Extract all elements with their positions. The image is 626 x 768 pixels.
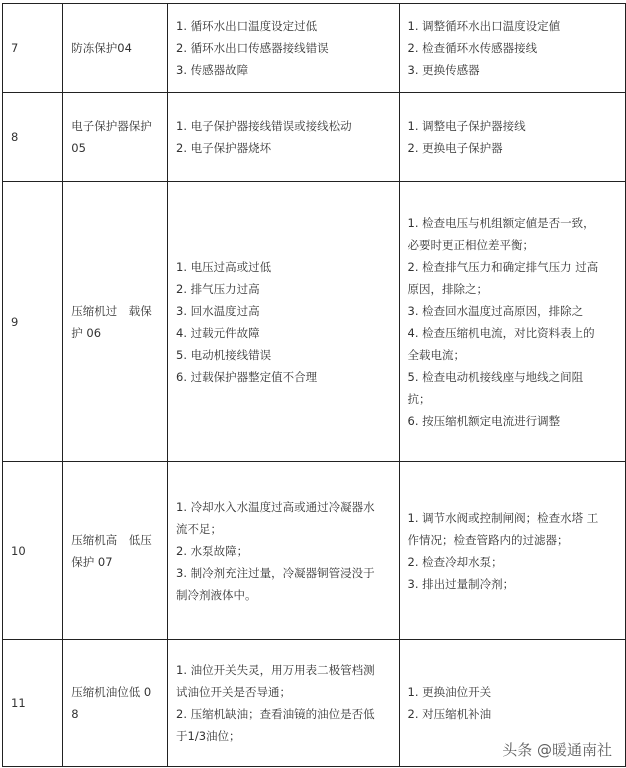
fault-remedies-line: 3. 检查回水温度过高原因，排除之 — [407, 303, 584, 318]
fault-remedies-line: 1. 调整循环水出口温度设定値 — [407, 19, 561, 33]
fault-remedies-line: 1. 检查电压与机组额定値是否一致， — [407, 215, 595, 230]
fault-remedies — [399, 4, 625, 93]
fault-remedies-line: 原因，排除之； — [407, 281, 489, 296]
fault-causes-line: 2. 电子保护器烧坏 — [176, 141, 272, 155]
row-number: 9 — [3, 182, 63, 462]
fault-remedies-line: 2. 检查冷却水泵； — [407, 554, 503, 569]
fault-causes-line: 流不足； — [176, 521, 223, 536]
fault-causes — [168, 462, 400, 640]
fault-name-line: 防冻保护04 — [71, 41, 132, 55]
fault-remedies — [399, 182, 625, 462]
fault-remedies-line: 6. 按压缩机额定电流进行调整 — [407, 413, 561, 428]
table-row — [3, 93, 626, 182]
fault-name-line: 05 — [71, 141, 86, 155]
fault-name-line: 压缩机高 低压 — [71, 532, 152, 547]
fault-remedies-line: 抗； — [407, 391, 431, 406]
fault-causes-line: 3. 制冷剂充注过量，冷凝器铜管浸没于 — [176, 565, 375, 580]
fault-remedies-line: 全载电流； — [407, 347, 466, 362]
fault-causes-line: 3. 传感器故障 — [176, 63, 249, 77]
fault-causes-line: 2. 循环水出口传感器接线错误 — [176, 41, 329, 55]
fault-remedies — [399, 93, 625, 182]
fault-remedies-line: 5. 检查电动机接线座与地线之间阻 — [407, 369, 584, 384]
fault-causes — [168, 4, 400, 93]
fault-causes-line: 于1/3油位； — [176, 729, 241, 743]
fault-name — [63, 93, 168, 182]
row-number: 7 — [3, 4, 63, 93]
watermark: 头条 @暖通南社 — [502, 741, 612, 759]
fault-causes — [168, 640, 400, 767]
fault-causes-line: 2. 排气压力过高 — [176, 281, 260, 296]
fault-causes — [168, 182, 400, 462]
fault-name-line: 压缩机油位低 0 — [71, 685, 152, 699]
fault-name — [63, 462, 168, 640]
fault-name-line: 压缩机过 载保 — [71, 303, 152, 318]
fault-name-line: 电子保护器保护 — [71, 119, 152, 133]
fault-remedies-line: 2. 检查循环水传感器接线 — [407, 41, 538, 55]
fault-name — [63, 4, 168, 93]
fault-causes-line: 3. 回水温度过高 — [176, 303, 260, 318]
fault-table — [2, 3, 626, 767]
fault-name — [63, 182, 168, 462]
fault-remedies-line: 2. 对压缩机补油 — [407, 707, 492, 721]
fault-causes-line: 2. 水泵故障； — [176, 543, 249, 558]
fault-causes-line: 6. 过载保护器整定值不合理 — [176, 369, 318, 384]
fault-name-line: 保护 07 — [71, 554, 113, 569]
fault-causes-line: 制冷剂液体中。 — [176, 587, 257, 602]
fault-name — [63, 640, 168, 767]
fault-remedies-line: 必要时更正相位差平衡； — [407, 237, 535, 252]
fault-causes — [168, 93, 400, 182]
fault-causes-line: 2. 压缩机缺油；查看油镜的油位是否低 — [176, 707, 375, 721]
fault-remedies-line: 3. 排出过量制冷剂； — [407, 576, 515, 591]
fault-name-line: 8 — [71, 707, 79, 721]
fault-name-line: 护 06 — [71, 325, 102, 340]
table-row — [3, 4, 626, 93]
fault-remedies-line: 2. 检查排气压力和确定排气压力 过高 — [407, 259, 599, 274]
fault-causes-line: 1. 电子保护器接线错误或接线松动 — [176, 119, 352, 133]
fault-remedies-line: 1. 更换油位开关 — [407, 685, 492, 699]
fault-remedies-line: 3. 更换传感器 — [407, 63, 480, 77]
row-number: 10 — [3, 462, 63, 640]
fault-remedies-line: 2. 更换电子保护器 — [407, 141, 503, 155]
fault-remedies-line: 1. 调节水阀或控制闸阀；检查水塔 工 — [407, 510, 599, 525]
fault-remedies-line: 4. 检查压缩机电流，对比资料表上的 — [407, 325, 595, 340]
table-row — [3, 182, 626, 462]
row-number: 11 — [3, 640, 63, 767]
fault-causes-line: 1. 冷却水入水温度过高或通过冷凝器水 — [176, 499, 375, 514]
fault-remedies-line: 1. 调整电子保护器接线 — [407, 119, 526, 133]
table-row — [3, 462, 626, 640]
fault-causes-line: 4. 过载元件故障 — [176, 325, 260, 340]
fault-remedies-line: 作情况；检查管路内的过滤器； — [407, 532, 569, 547]
fault-causes-line: 1. 循环水出口温度设定过低 — [176, 19, 318, 33]
fault-causes-line: 试油位开关是否导通； — [176, 685, 292, 699]
fault-remedies — [399, 462, 625, 640]
fault-causes-line: 1. 电压过高或过低 — [176, 259, 272, 274]
fault-causes-line: 1. 油位开关失灵，用万用表二极管档测 — [176, 663, 375, 677]
row-number: 8 — [3, 93, 63, 182]
fault-causes-line: 5. 电动机接线错误 — [176, 347, 272, 362]
